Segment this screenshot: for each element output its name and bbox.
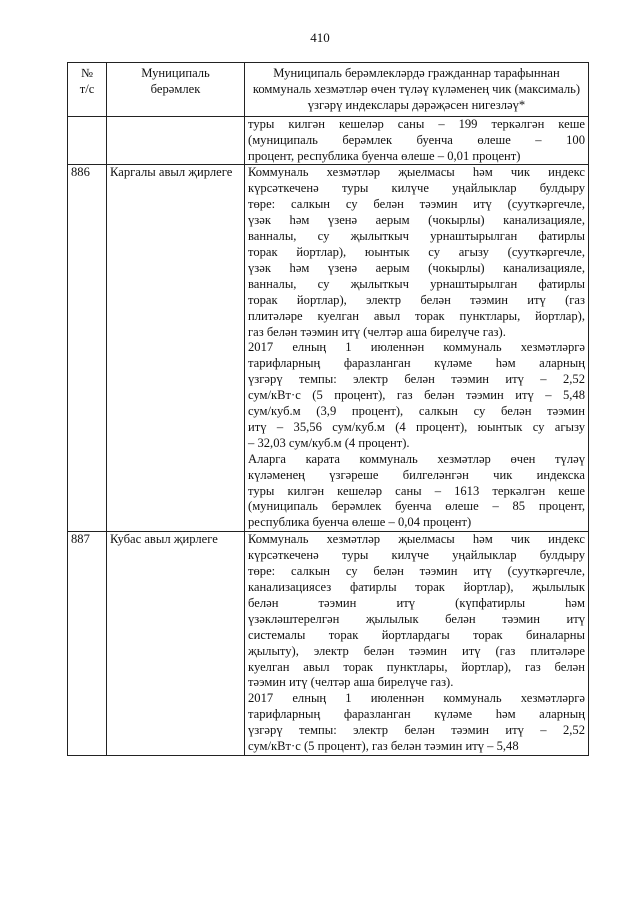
text-line: сум/кВт·с (5 процент), газ белән тәэмин итү – 5,48 [248, 739, 519, 754]
text-line: тарифларның фаразланган күләме һәм аларның [248, 707, 585, 722]
text-line: күрсәткеченә туры килүче уңайлыклар булдыру [248, 548, 585, 563]
description-paragraph [248, 691, 585, 755]
row-number: 887 [68, 532, 107, 756]
text-line: үзгәрү темпы: электр белән тәэмин итү – 2,52 [248, 372, 585, 387]
row-municipality [107, 116, 245, 165]
text-line: сум/кВт·с (5 процент), газ белән тәэмин итү – 5,48 [248, 388, 585, 403]
text-line: (муниципаль берәмлек буенча өлеше – 100 [248, 132, 585, 147]
text-line: җылыту), электр белән тәэмин итү (газ плитәләре [248, 643, 585, 658]
text-line: туры килгән кешеләр саны – 199 теркәлгән кеше [248, 116, 585, 131]
description-paragraph [248, 452, 585, 532]
text-line: (муниципаль берәмлек буенча өлеше – 85 процент, [248, 499, 585, 514]
header-num: № т/с [68, 63, 107, 117]
text-line: торак йортлар), электр белән тәэмин итү (газ [248, 292, 585, 307]
text-line: плитәләре куелган авыл торак пунктлары, йортлар), [248, 308, 585, 323]
page-number: 410 [310, 30, 330, 45]
header-municipality: Муниципаль берәмлек [107, 63, 245, 117]
text-line: 2017 елның 1 июленнән коммуналь хезмәтләргә [248, 340, 585, 355]
text-line: күрсәткеченә туры килүче уңайлыклар булдыру [248, 181, 585, 196]
text-line: белән тәэмин итү (күпфатирлы һәм [248, 595, 585, 610]
row-municipality: Кубас авыл җирлеге [107, 532, 245, 756]
text-line: туры килгән кешеләр саны – 1613 теркәлгән кеше [248, 483, 585, 498]
text-line: процент, республика буенча өлеше – 0,01 процент) [248, 148, 521, 163]
text-line: республика буенча өлеше – 0,04 процент) [248, 515, 472, 530]
table-row [68, 165, 589, 532]
table-header-row [68, 63, 589, 117]
table-body [68, 116, 589, 755]
row-description [245, 532, 589, 756]
text-line: үзәкләштерелгән җылылык белән тәэмин итү [248, 611, 585, 626]
table-row [68, 532, 589, 756]
text-line: Коммуналь хезмәтләр җыелмасы һәм чик индекс [248, 532, 585, 547]
text-line: итү – 35,56 сум/куб.м (4 процент), юынтык су агызу [248, 419, 585, 434]
text-line: үзәк һәм үзенә аерым (чокырлы) канализацияле, [248, 260, 585, 275]
text-line: газ белән тәэмин итү (челтәр аша бирелүче газ). [248, 324, 506, 339]
text-line: үзгәрү темпы: электр белән тәэмин итү – 2,52 [248, 723, 585, 738]
text-line: системалы торак йортлардагы торак биналарны [248, 627, 585, 642]
description-paragraph [248, 340, 585, 451]
text-line: төре: салкын су белән тәэмин итү (сууткәргечле, [248, 197, 585, 212]
text-line: – 32,03 сум/куб.м (4 процент). [248, 435, 410, 450]
text-line: тарифларның фаразланган күләме һәм аларның [248, 356, 585, 371]
text-line: куелган авыл торак пунктлары, йортлар), газ белән [248, 659, 585, 674]
text-line: Аларга карата коммуналь хезмәтләр өчен түләү [248, 451, 585, 466]
description-paragraph [248, 532, 585, 691]
index-table [67, 62, 589, 756]
text-line: канализациясез фатирлы торак йортлар), җылылык [248, 580, 585, 594]
text-line: ванналы, су җылыткыч урнаштырылган фатирлы [248, 229, 585, 244]
description-paragraph [248, 117, 585, 165]
text-line: торак йортлар), юынтык су агызу (сууткәргечле, [248, 244, 585, 259]
row-description [245, 116, 589, 165]
row-number [68, 116, 107, 165]
text-line: ванналы, су җылыткыч урнаштырылган фатирлы [248, 276, 585, 291]
table-row [68, 116, 589, 165]
row-number: 886 [68, 165, 107, 532]
text-line: тәэмин итү (челтәр аша бирелүче газ). [248, 675, 454, 690]
description-paragraph [248, 165, 585, 340]
text-line: үзәк һәм үзенә аерым (чокырлы) канализацияле, [248, 213, 585, 228]
text-line: төре: салкын су белән тәэмин итү (сууткәргечле, [248, 564, 585, 579]
text-line: Коммуналь хезмәтләр җыелмасы һәм чик индекс [248, 165, 585, 180]
text-line: күләменең үзгәреше билгеләнгән чик индекска [248, 467, 585, 482]
row-description [245, 165, 589, 532]
header-description: Муниципаль берәмлекләрдә гражданнар тарафыннан коммуналь хезмәтләр өчен түләү күләменең чик (максималь) үзгәрү индекслары дәрәҗәсен нигезләү* [245, 63, 589, 117]
row-municipality: Каргалы авыл җирлеге [107, 165, 245, 532]
text-line: 2017 елның 1 июленнән коммуналь хезмәтләргә [248, 691, 585, 706]
text-line: сум/куб.м (3,9 процент), салкын су белән тәэмин [248, 404, 585, 419]
